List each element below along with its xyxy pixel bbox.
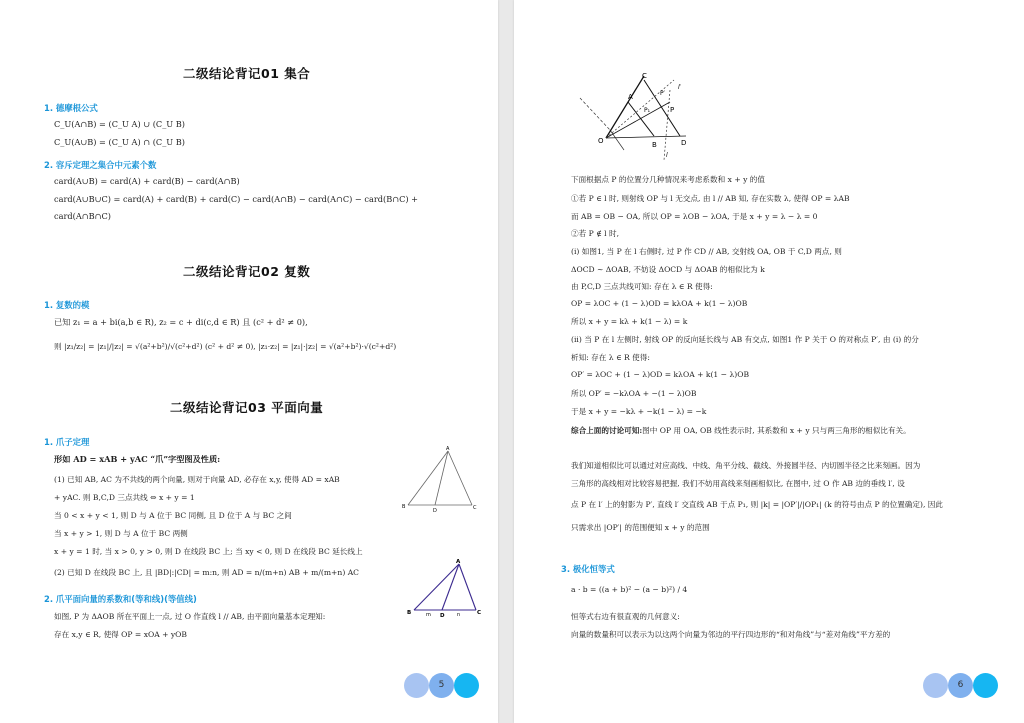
- fig3-label-o: O: [598, 137, 604, 145]
- section-title-vectors: 二级结论背记03 平面向量: [170, 400, 324, 415]
- page-right: [514, 0, 1024, 723]
- subheading-modulus: 1. 复数的模: [44, 300, 90, 310]
- fig3-label-p-prime: P′: [660, 90, 665, 97]
- case-2i-line-4: OP = λOC + (1 − λ)OD = kλOA + k(1 − λ)OB: [571, 299, 748, 308]
- fig3-label-b: B: [652, 141, 657, 149]
- section-title-complex: 二级结论背记02 复数: [183, 264, 311, 279]
- pager-dot-right: [454, 673, 479, 698]
- equal-sum-line-1: 如图, P 为 ΔAOB 所在平面上一点, 过 O 作直线 l // AB, 由平面向量基本定理知:: [54, 612, 326, 621]
- claw-line-4: 当 x + y > 1, 则 D 与 A 位于 BC 两侧: [54, 529, 188, 538]
- fig2-label-c: C: [477, 610, 482, 616]
- similarity-line-1: 我们知道相似比可以通过对应高线、中线、角平分线、截线、外接圆半径、内切圆半径之比来刻画。因为: [571, 461, 921, 470]
- page-left: [0, 0, 498, 723]
- page-number-5: 5: [429, 673, 454, 698]
- pager-dot-left: [404, 673, 429, 698]
- subheading-de-morgan: 1. 德摩根公式: [44, 103, 98, 113]
- fig3-label-a: A: [628, 93, 633, 101]
- pager-dot-left: [923, 673, 948, 698]
- conclusion: [571, 425, 911, 436]
- conclusion-text: 图中 OP 用 OA, OB 线性表示时, 其系数和 x + y 只与两三角形的相似比有关。: [642, 426, 911, 435]
- similarity-line-3: 点 P 在 l′ 上的射影为 P′, 直线 l′ 交直线 AB 于点 P₁, 则 |k| = |OP′|/|OP₁| (k 的符号由点 P 的位置确定), 因此: [571, 500, 943, 509]
- claw-line-3: 当 0 < x + y < 1, 则 D 与 A 位于 BC 同侧, 且 D 位于 A 与 BC 之间: [54, 511, 292, 520]
- case-1-line-1: ①若 P ∈ l 时, 则射线 OP 与 l 无交点, 由 l // AB 知, 存在实数 λ, 使得 OP = λAB: [571, 194, 850, 203]
- similarity-line-2: 三角形的高线相对比较容易把握, 我们不妨用高线来刻画相似比, 在图中, 过 O 作 AB 边的垂线 l′, 设: [571, 479, 905, 488]
- case-2-heading: ②若 P ∉ l 时,: [571, 229, 620, 238]
- subheading-equal-sum-line: 2. 爪平面向量的系数和(等和线)(等值线): [44, 594, 197, 604]
- fig1-label-a: A: [446, 446, 450, 452]
- case-2ii-line-4: 所以 OP′ = −kλOA + −(1 − λ)OB: [571, 389, 697, 398]
- formula-de-morgan-2: C_U(A∪B) = (C_U A) ∩ (C_U B): [54, 137, 185, 147]
- fig3-label-l-prime: l′: [678, 84, 682, 91]
- polarization-formula: a · b = ((a + b)² − (a − b)²) / 4: [571, 585, 688, 594]
- claw-line-1: (1) 已知 AB, AC 为不共线的两个向量, 则对于向量 AD, 必存在 x,y, 使得 AD = xAB: [54, 475, 340, 484]
- pager-dot-right: [973, 673, 998, 698]
- polarization-line-1: 恒等式右边有很直观的几何意义:: [571, 612, 680, 621]
- fig1-label-b: B: [402, 504, 406, 510]
- claw-figure-ratio: [404, 556, 486, 618]
- subheading-claw-theorem: 1. 爪子定理: [44, 437, 90, 447]
- claw-figure-triangle: [400, 445, 482, 515]
- fig3-label-p1: P₁: [644, 107, 651, 114]
- conclusion-label: 综合上面的讨论可知:: [571, 426, 643, 435]
- fig2-label-d: D: [440, 613, 445, 618]
- case-2i-line-5: 所以 x + y = kλ + k(1 − λ) = k: [571, 317, 688, 326]
- case-2ii-line-5: 于是 x + y = −kλ + −k(1 − λ) = −k: [571, 407, 707, 416]
- fig3-label-d: D: [681, 139, 687, 147]
- case-1-line-2: 而 AB = OB − OA, 所以 OP = λOB − λOA, 于是 x + y = λ − λ = 0: [571, 212, 818, 221]
- polarization-line-2: 向量的数量积可以表示为以这两个向量为邻边的平行四边形的“和对角线”与“差对角线”平方差的: [571, 630, 891, 639]
- fig2-label-m: m: [426, 612, 431, 618]
- claw-line-5: x + y = 1 时, 当 x > 0, y > 0, 则 D 在线段 BC 上; 当 xy < 0, 则 D 在线段 BC 延长线上: [54, 547, 363, 556]
- fig2-label-n: n: [457, 612, 461, 618]
- section-title-sets: 二级结论背记01 集合: [183, 66, 311, 81]
- page-number-6: 6: [948, 673, 973, 698]
- formula-complex-2: 则 |z₁/z₂| = |z₁|/|z₂| = √(a²+b²)/√(c²+d²) (c² + d² ≠ 0), |z₁·z₂| = |z₁|·|z₂| = √(a²+b²)·√(c²+d²): [54, 342, 397, 351]
- case-2ii-line-3: OP′ = λOC + (1 − λ)OD = kλOA + k(1 − λ)OB: [571, 370, 750, 379]
- equal-sum-line-2: 存在 x,y ∈ R, 使得 OP = xOA + yOB: [54, 630, 187, 639]
- similarity-line-4: 只需求出 |OP′| 的范围便知 x + y 的范围: [571, 523, 710, 532]
- claw-definition: 形如 AD = xAB + yAC “爪”字型图及性质:: [54, 454, 221, 464]
- formula-card-2: card(A∪B∪C) = card(A) + card(B) + card(C) − card(A∩B) − card(A∩C) − card(B∩C) +: [54, 194, 419, 204]
- subheading-polarization: 3. 极化恒等式: [561, 564, 615, 574]
- case-2ii-line-1: (ii) 当 P 在 l 左侧时, 射线 OP 的反向延长线与 AB 有交点, 如图1 作 P 关于 O 的对称点 P′, 由 (i) 的分: [571, 335, 919, 344]
- case-intro: 下面根据点 P 的位置分几种情况来考虑系数和 x + y 的值: [571, 175, 765, 184]
- equal-sum-figure: [574, 68, 704, 160]
- formula-card-1: card(A∪B) = card(A) + card(B) − card(A∩B): [54, 176, 240, 186]
- fig2-label-a: A: [456, 559, 461, 565]
- fig1-label-d: D: [433, 508, 437, 514]
- claw-line-6: (2) 已知 D 在线段 BC 上, 且 |BD|:|CD| = m:n, 则 AD = n/(m+n) AB + m/(m+n) AC: [54, 568, 359, 577]
- case-2i-line-2: ΔOCD ∼ ΔOAB, 不妨设 ΔOCD 与 ΔOAB 的相似比为 k: [571, 265, 765, 274]
- fig2-label-b: B: [407, 610, 412, 616]
- fig1-label-c: C: [473, 505, 477, 511]
- formula-card-3: card(A∩B∩C): [54, 211, 111, 221]
- fig3-label-c: C: [642, 72, 647, 80]
- formula-de-morgan-1: C_U(A∩B) = (C_U A) ∪ (C_U B): [54, 119, 185, 129]
- case-2ii-line-2: 析知: 存在 λ ∈ R 使得:: [571, 353, 650, 362]
- fig3-label-l: l: [666, 152, 668, 159]
- claw-line-2: + yAC. 则 B,C,D 三点共线 ⇔ x + y = 1: [54, 493, 195, 502]
- fig3-label-p: P: [670, 106, 675, 114]
- case-2i-line-1: (i) 如图1, 当 P 在 l 右侧时, 过 P 作 CD // AB, 交射线 OA, OB 于 C,D 两点, 则: [571, 247, 842, 256]
- case-2i-line-3: 由 P,C,D 三点共线可知: 存在 λ ∈ R 使得:: [571, 282, 713, 291]
- subheading-inclusion-exclusion: 2. 容斥定理之集合中元素个数: [44, 160, 157, 170]
- formula-complex-1: 已知 z₁ = a + bi(a,b ∈ R), z₂ = c + di(c,d ∈ R) 且 (c² + d² ≠ 0),: [54, 317, 308, 327]
